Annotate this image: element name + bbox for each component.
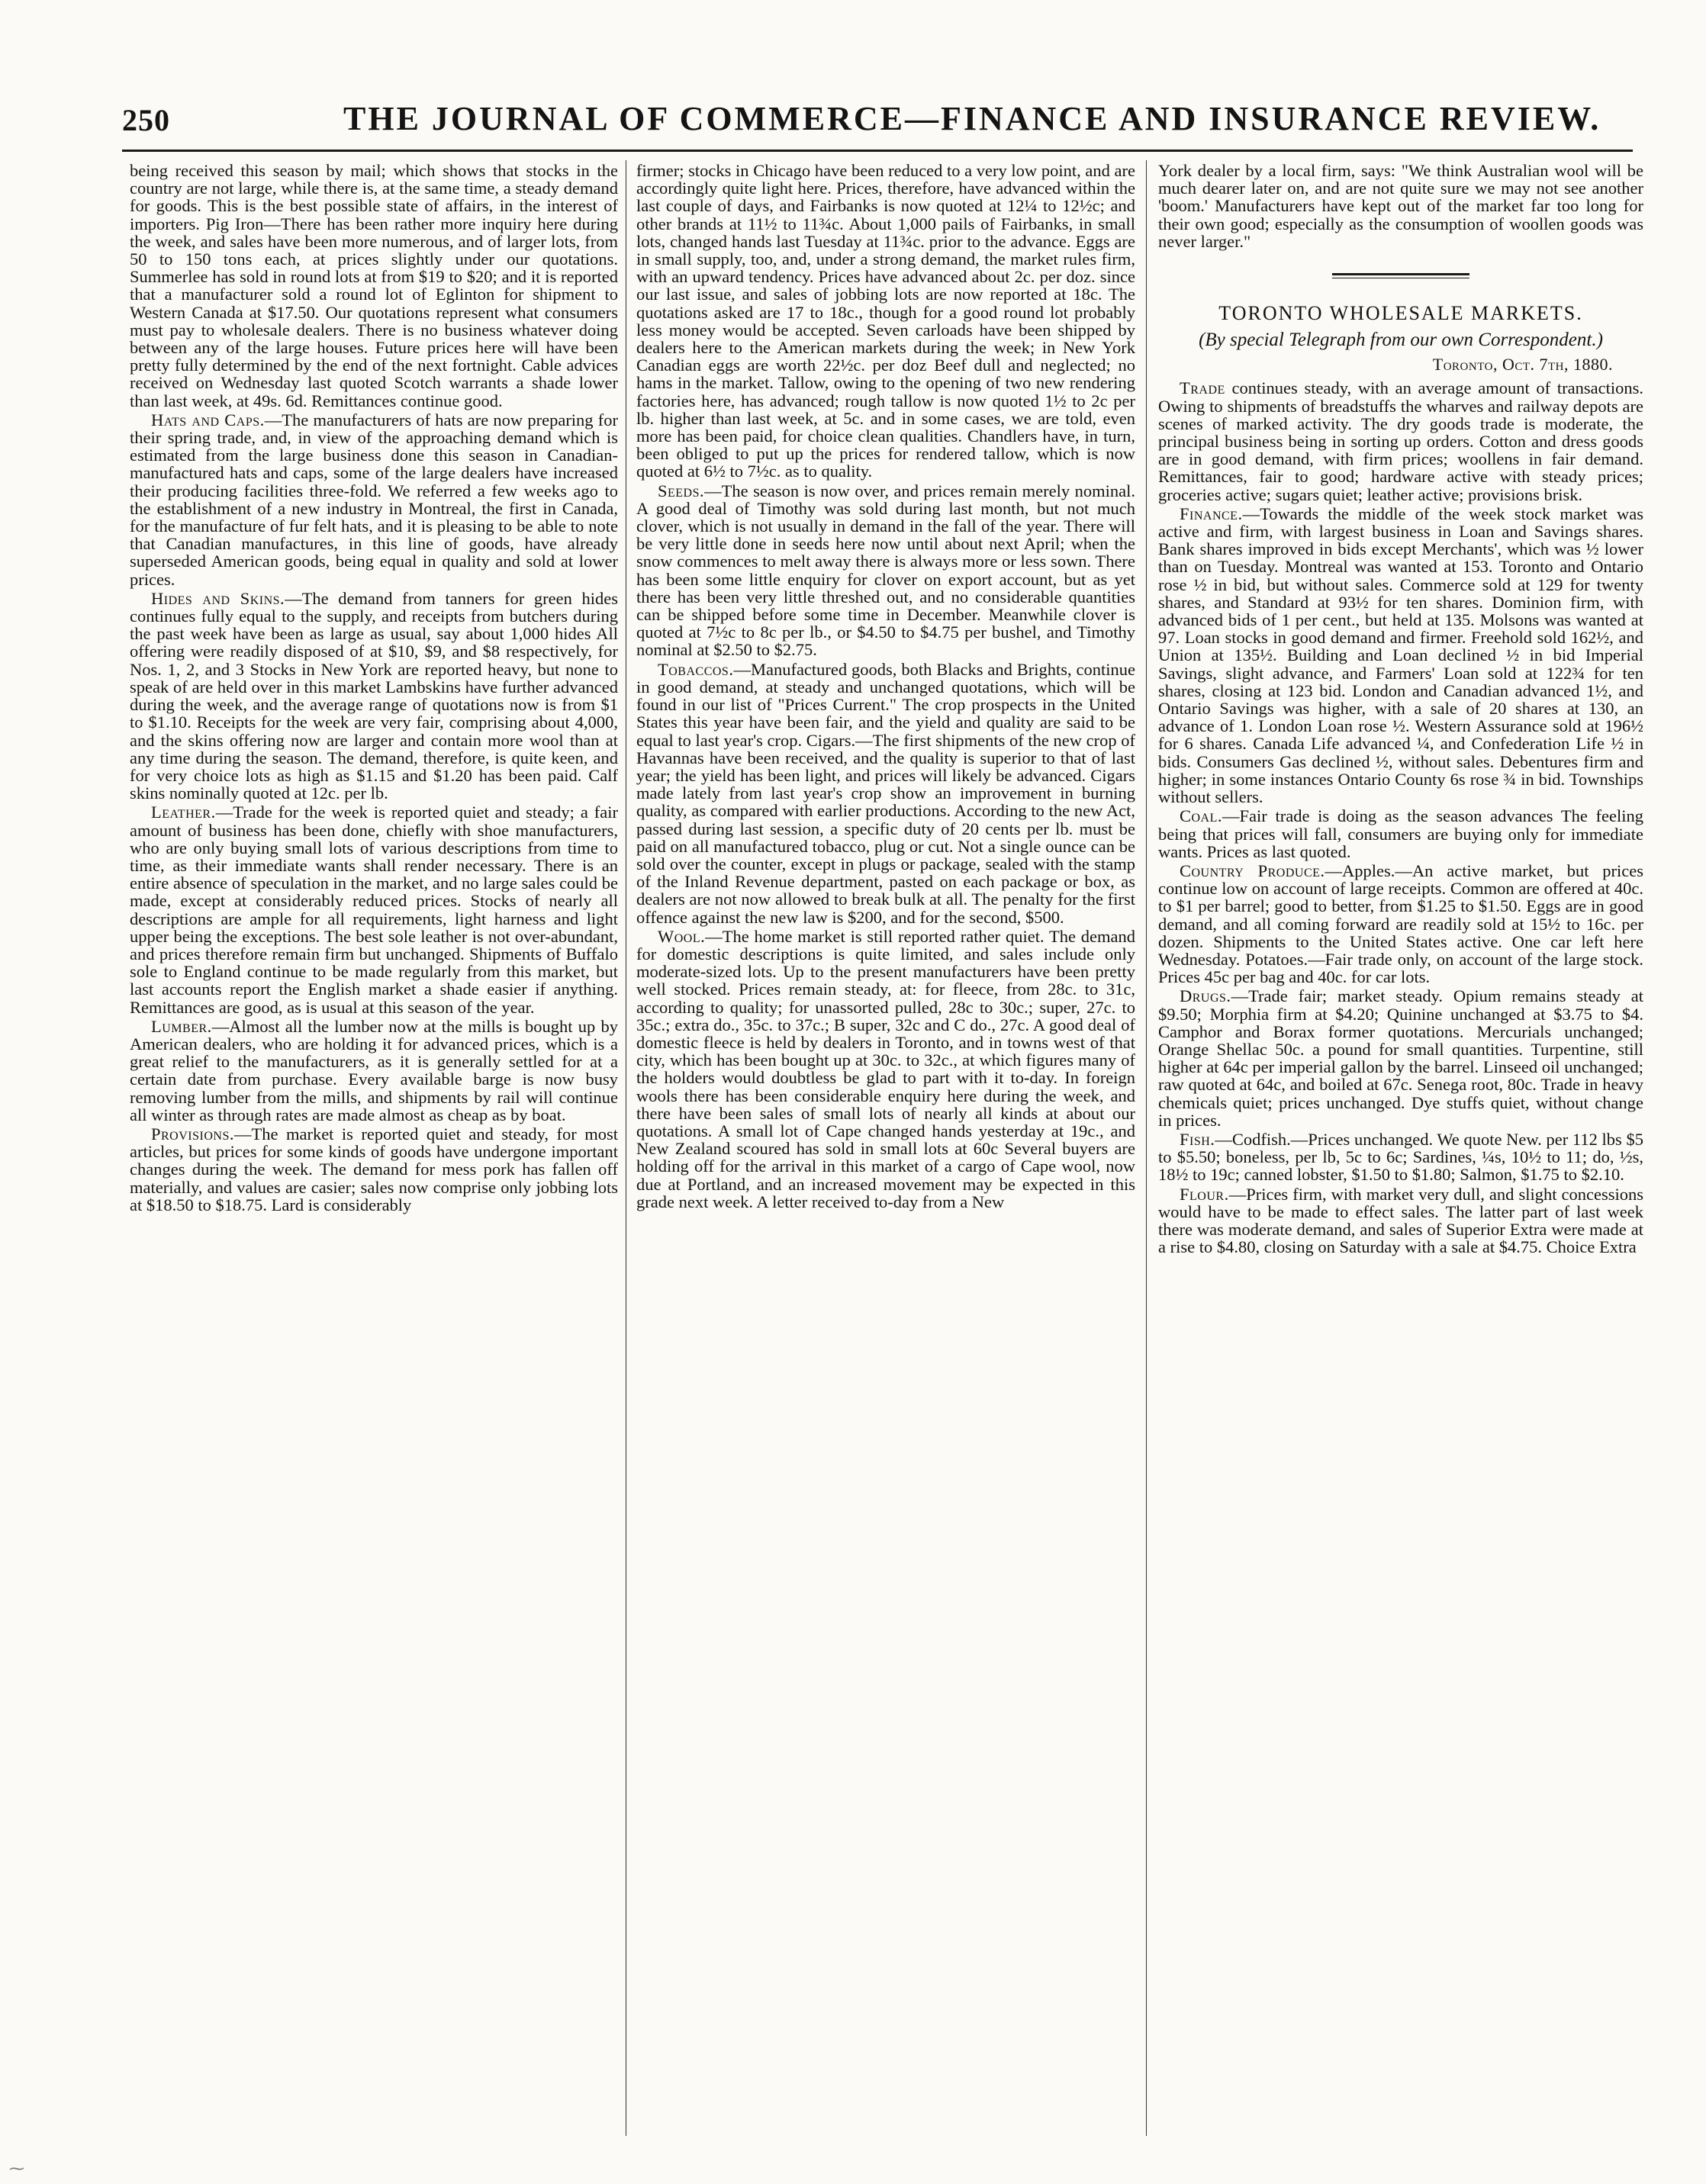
paragraph-text: continues steady, with an average amount of transactions. Owing to shipments of breadstuffs the wharves and railway depots are scenes of marked activity. The dry goods trade is moderate, the principal business being in sorting up orders. Cotton and dress goods are in good demand, with firm prices; woollens in fair demand. Remittances, fair to good; hardware active with steady prices; groceries active; sugars quiet; leather active; provisions brisk. [1158,378,1643,504]
column-1 [130,162,618,1215]
paragraph-text: —Codfish.—Prices unchanged. We quote New. per 112 lbs $5 to $5.50; boneless, per lb, 5c to 6c; Sardines, ¼s, 10½ to 11; do, ½s, 18½ to 19c; canned lobster, $1.50 to $1.80; Salmon, $1.75 to $2.10. [1158,1129,1643,1185]
paragraph-text: —Manufactured goods, both Blacks and Brights, continue in good demand, at steady and unchanged quotations, which will be found in our list of "Prices Current." The crop prospects in the United States this year have been fair, and the yield and quality are said to be equal to last year's crop. Cigars.—The first shipments of the new crop of Havannas have been received, and the quality is superior to that of last year; the yield has been light, and prices will likely be advanced. Cigars made lately from last year's crop show an improvement in burning quality, as compared with earlier productions. According to the new Act, passed during last session, a specific duty of 20 cents per lb. must be paid on all manufactured tobacco, plug or cut. Not a single ounce can be sold over the counter, except in plugs or package, sealed with the stamp of the Inland Revenue department, pasted on each package or box, as dealers are not now allowed to break bulk at all. The penalty for the first offence against the new law is $200, and for the second, $500. [636,659,1135,927]
section-heading: Fish. [1180,1129,1215,1149]
paragraph: firmer; stocks in Chicago have been reduced to a very low point, and are accordingly quite light here. Prices, therefore, have advanced within the last couple of days, and Fairbanks is now quoted at 12¼ to 12½c; and other brands at 11½ to 11¾c. About 1,000 pails of Fairbanks, in small lots, changed hands last Tuesday at 11¾c. prior to the advance. Eggs are in small supply, too, and, under a strong demand, the market rules firm, with an upward tendency. Prices have advanced about 2c. per doz. since our last issue, and sales of jobbing lots are now reported at 18c. The quotations asked are 17 to 18c., though for a good round lot probably less money would be accepted. Seven carloads have been shipped by dealers here to the American markets during the week; in New York Canadian eggs are worth 22½c. per doz Beef dull and neglected; no hams in the market. Tallow, owing to the opening of two new rendering factories here, has advanced; rough tallow is now quoted 1½ to 2c per lb. higher than last week, at 5c. and in some cases, we are told, even more has been paid, for choice clean qualities. Chandlers have, in turn, been obliged to put up the prices for rendered tallow, which is now quoted at 6½ to 7½c. as to quality. [636,161,1135,481]
section-heading: Leather. [151,803,216,822]
paragraph-fish [1158,1131,1643,1184]
paragraph-leather [130,803,618,1015]
section-heading: Hides and Skins. [151,588,285,608]
column-3 [1158,162,1643,1257]
paragraph-text: —Trade fair; market steady. Opium remains steady at $9.50; Morphia firm at $4.20; Quinine unchanged at $3.75 to $4. Camphor and Borax former quotations. Mercurials unchanged; Orange Shellac 50c. a pound for small quantities. Turpentine, still higher at 64c per imperial gallon by the barrel. Linseed oil unchanged; raw quoted at 64c, and boiled at 67c. Senega root, 80c. Trade in heavy chemicals quiet; prices unchanged. Dye stuffs quiet, without change in prices. [1158,986,1643,1130]
paragraph-text: —The market is reported quiet and steady, for most articles, but prices for some kinds of goods have undergone important changes during the week. The demand for mess pork has fallen off materially, and values are casier; sales now comprise only jobbing lots at $18.50 to $18.75. Lard is considerably [130,1124,618,1214]
section-divider [1332,273,1469,278]
paragraph-coal [1158,807,1643,860]
paragraph-finance [1158,505,1643,806]
section-heading: Country Produce. [1180,860,1325,880]
column-rule-2 [1146,160,1147,2136]
market-report-title: TORONTO WHOLESALE MARKETS. [1218,302,1583,325]
paragraph-flour [1158,1185,1643,1256]
paragraph-text: —The demand from tanners for green hides continues fully equal to the supply, and receipts from butchers during the past week have been as large as usual, say about 1,000 hides All offering were readily disposed of at $10, $9, and $8 respectively, for Nos. 1, 2, and 3 Stocks in New York are reported heavy, but none to speak of are held over in this market Lambskins have further advanced during the week, and the average range of quotations now is from $1 to $1.10. Receipts for the week are very fair, comprising about 4,000, and the skins offering now are larger and contain more wool than at any time during the season. The demand, therefore, is quite keen, and for very choice lots as high as $1.15 and $1.20 has been paid. Calf skins nominally quoted at 12c. per lb. [130,588,618,803]
paragraph-hides [130,590,618,802]
paragraph-wool [636,928,1135,1211]
section-heading: Seeds. [658,481,705,500]
column-2 [636,162,1135,1212]
paragraph-text: —Apples.—An active market, but prices continue low on account of large receipts. Common are offered at 40c. to $1 per barrel; good to better, from $1.25 to $1.50. Eggs are in good demand, and all coming forward are readily sold at 15½ to 16c. per dozen. Shipments to the United States active. One car left here Wednesday. Potatoes.—Fair trade only, on account of the large stock. Prices 45c per bag and 40c. for car lots. [1158,860,1643,987]
paragraph-text: —Fair trade is doing as the season advances The feeling being that prices will fall, consumers are buying only for immediate wants. Prices as last quoted. [1158,806,1643,861]
section-heading: Coal. [1180,806,1223,826]
section-heading: Tobaccos. [658,659,734,679]
scan-speckle-mark: ⁓ [9,2160,24,2177]
dateline: Toronto, Oct. 7th, 1880. [1432,355,1613,375]
section-heading: Hats and Caps. [151,410,265,429]
paragraph-text: —Prices firm, with market very dull, and slight concessions would have to be made to effect sales. The latter part of last week there was moderate demand, and sales of Superior Extra were made at a rise to $4.80, closing on Saturday with a sale at $4.75. Choice Extra [1158,1184,1643,1257]
section-heading: Lumber. [151,1016,212,1036]
section-heading: Drugs. [1180,986,1231,1006]
paragraph-lumber [130,1018,618,1124]
paragraph-provisions [130,1125,618,1214]
paragraph-drugs [1158,987,1643,1129]
section-heading: Wool. [658,926,706,946]
section-heading: Finance. [1180,503,1243,523]
paragraph-country-produce [1158,862,1643,986]
paragraph-tobaccos [636,661,1135,926]
paragraph-seeds [636,482,1135,659]
paragraph-text: —Towards the middle of the week stock market was active and firm, with largest business in Loan and Savings shares. Bank shares improved in bids except Merchants', which was ½ lower than on Tuesday. Montreal was wanted at 153. Toronto and Ontario rose ½ in bid, but without sales. Commerce sold at 129 for twenty shares, and Standard at 93½ for ten shares. Dominion firm, with advanced bids of 1 per cent., but held at 135. Molsons was wanted at 97. Loan stocks in good demand and firmer. Freehold sold 162½, and Union at 135½. Building and Loan declined ½ in bid Imperial Savings, slight advance, and Farmers' Loan sold at 122¾ for ten shares, closing at 123 bid. London and Canadian advanced 1½, and Ontario Savings was higher, with a sale of 20 shares at 130, an advance of 1. London Loan rose ½. Western Assurance sold at 196½ for 6 shares. Canada Life advanced ¼, and Confederation Life ½ in bids. Consumers Gas declined ½, without sales. Debentures firm and higher; in some instances Ontario County 6s rose ¾ in bid. Townships without sellers. [1158,503,1643,807]
section-heading: Provisions. [151,1124,234,1143]
running-header [122,98,1633,146]
paragraph-text: —Trade for the week is reported quiet and steady; a fair amount of business has been done, chiefly with shoe manufacturers, who are only buying small lots of various descriptions from time to time, as their immediate wants shall render necessary. There is an entire absence of speculation in the market, and no large sales could be made, except at considerably reduced prices. Stocks of nearly all descriptions are ample for all requirements, light harness and light upper being the exceptions. The best sole leather is not over-abundant, and prices therefore remain firm but unchanged. Shipments of Buffalo sole to England continue to be made regularly from this market, but last accounts report the English market a shade easier if anything. Remittances are good, as is usual at this season of the year. [130,803,618,1017]
section-heading: Trade [1180,378,1225,398]
paragraph-trade [1158,379,1643,503]
paragraph-hats [130,411,618,588]
paragraph: being received this season by mail; which shows that stocks in the country are not large, while there is, at the same time, a steady demand for goods. This is the best possible state of affairs, in the interest of importers. Pig Iron—There has been rather more inquiry here during the week, and sales have been more numerous, and of larger lots, from 50 to 150 tons each, at prices slightly under our quotations. Summerlee has sold in round lots at from $19 to $20; and it is reported that a manufacturer sold a round lot of Eglinton for shipment to Western Canada at $17.50. Our quotations represent what consumers must pay to wholesale dealers. There is no business whatever doing between any of the large houses. Future prices here will have been pretty fully determined by the end of the next fortnight. Cable advices received on Wednesday last quoted Scotch warrants a shade lower than last week, at 49s. 6d. Remittances continue good. [130,161,618,410]
paragraph-text: —The season is now over, and prices remain merely nominal. A good deal of Timothy was sold during last month, but not much clover, which is not usually in demand in the fall of the year. There will be very little done in seeds here now until about next April; when the snow commences to melt away there is always more or less sown. There has been some little enquiry for clover on export account, but as yet there has been very little threshed out, and no considerable quantities can be shipped before some time in December. Meanwhile clover is quoted at 7½c to 8c per lb., or $4.50 to $4.75 per bushel, and Timothy nominal at $2.50 to $2.75. [636,481,1135,660]
journal-title: THE JOURNAL OF COMMERCE—FINANCE AND INSURANCE REVIEW. [343,100,1601,137]
paragraph-text: —Almost all the lumber now at the mills is bought up by American dealers, who are holding it for advanced prices, which is a great relief to the manufacturers, as it is generally settled for at a certain date from purchase. Every available barge is now busy removing lumber from the mills, and shipments by rail will continue all winter as through rates are made almost as cheap as by boat. [130,1016,618,1124]
header-rule [122,150,1633,152]
paragraph: York dealer by a local firm, says: "We think Australian wool will be much dearer later on, and are not quite sure we may not see another 'boom.' Manufacturers have kept out of the market far too long for their own good; especially as the consumption of woollen goods was never larger." [1158,161,1643,251]
paragraph-text: —The home market is still reported rather quiet. The demand for domestic descriptions is quite limited, and sales include only moderate-sized lots. Up to the present manufacturers have been pretty well stocked. Prices remain steady, at: for fleece, from 28c. to 31c, according to quality; for unassorted pulled, 28c to 30c.; super, 27c. to 35c.; extra do., 35c. to 37c.; B super, 32c and C do., 27c. A good deal of domestic fleece is held by dealers in Toronto, and in towns west of that city, which has been bought up at 30c. to 32c., at which figures many of the holders would doubtless be glad to part with it to-day. In foreign wools there has been considerable enquiry here during the week, and there have been sales of small lots of nearly all kinds at about our quotations. A small lot of Cape changed hands yesterday at 19c., and New Zealand scoured has sold in small lots at 60c Several buyers are holding off for the arrival in this market of a cargo of Cape wool, now due at Portland, and an increased movement may be expected in this grade next week. A letter received to-day from a New [636,926,1135,1211]
section-heading: Flour. [1180,1184,1229,1204]
page-number: 250 [122,103,170,137]
market-report-subtitle: (By special Telegraph from our own Correspondent.) [1199,330,1603,351]
paragraph-text: —The manufacturers of hats are now preparing for their spring trade, and, in view of the approaching demand which is estimated from the large business done this season in Canadian-manufactured hats and caps, some of the large dealers have increased their producing facilities three-fold. We referred a few weeks ago to the establishment of a new industry in Montreal, the first in Canada, for the manufacture of fur felt hats, and it is pleasing to be able to note that Canadian manufactures, in this line of goods, have already superseded American goods, being equal in quality and sold at lower prices. [130,410,618,589]
